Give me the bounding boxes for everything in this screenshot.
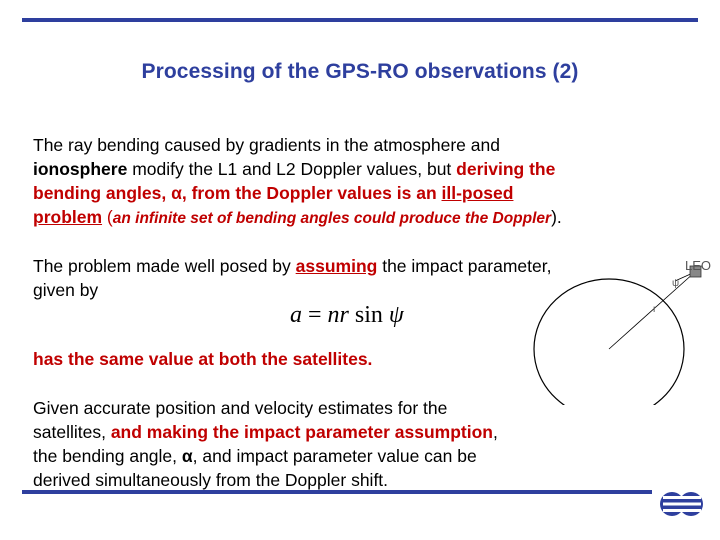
ecmwf-logo-icon	[660, 486, 704, 522]
radius-label: r	[653, 304, 657, 315]
top-divider	[22, 18, 698, 22]
psi-label: ψ	[672, 278, 680, 289]
slide-title: Processing of the GPS-RO observations (2)	[141, 60, 579, 83]
bottom-divider	[22, 490, 652, 494]
paragraph-same-value: has the same value at both the satellites.	[33, 349, 373, 369]
geometry-diagram	[520, 245, 720, 405]
leo-label: LEO	[685, 258, 712, 273]
impact-parameter-formula: a = nr sin ψ	[290, 302, 404, 328]
alpha-symbol: α	[171, 183, 182, 203]
alpha-symbol: α	[181, 446, 193, 466]
paragraph-bending-intro: The ray bending caused by gradients in the atmosphere and ionosphere modify the L1 and L2 Doppler values, but deriving the bending angles, α, from the Doppler values is an ill-posed problem (an infinite set of bending angles could produce the Doppler).	[33, 135, 562, 227]
paragraph-impact-parameter: The problem made well posed by assuming the impact parameter, given by	[33, 256, 552, 300]
paragraph-conclusion: Given accurate position and velocity estimates for the satellites, and making the impact parameter assumption, the bending angle, α, and impact parameter value can be derived simultaneously from the Doppler shift.	[33, 398, 498, 490]
earth-circle	[534, 279, 684, 405]
radius-line	[609, 272, 695, 349]
